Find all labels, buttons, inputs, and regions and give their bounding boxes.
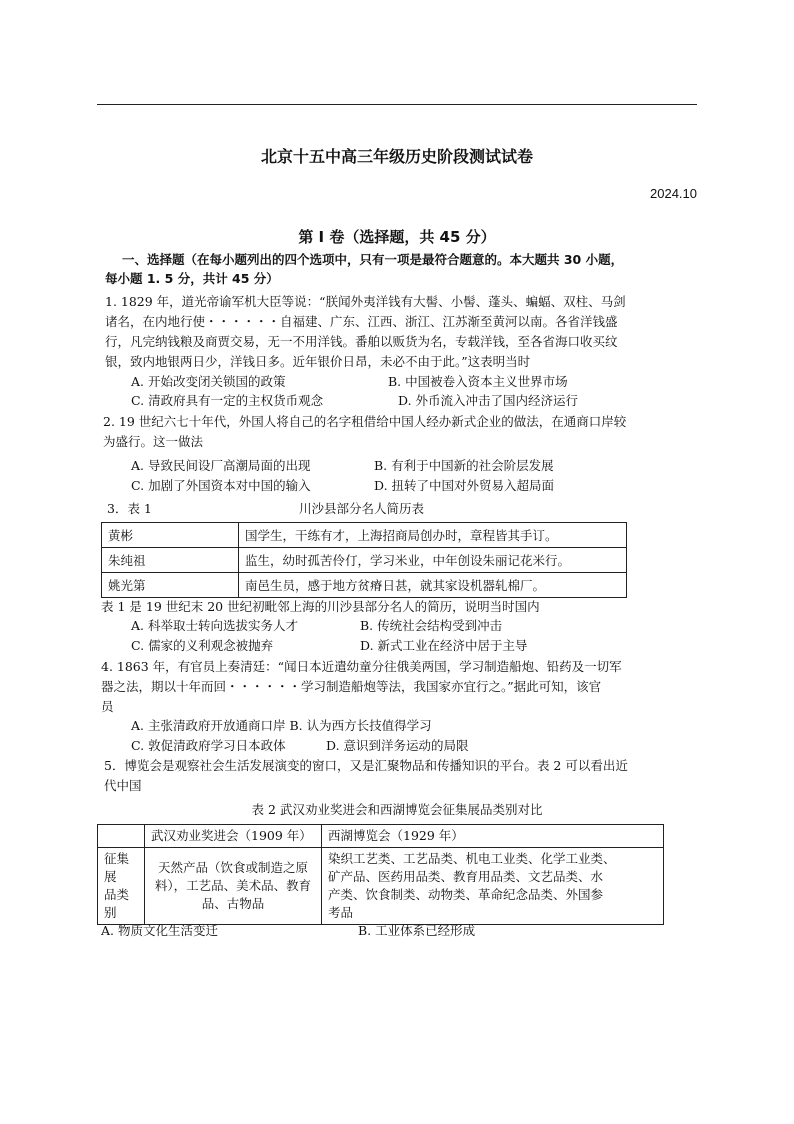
table-header-col1: 武汉劝业奖进会（1909 年）	[145, 825, 322, 848]
section-instructions-line1: 一、选择题（在每小题列出的四个选项中，只有一项是最符合题意的。本大题共 30 小题，	[122, 252, 624, 267]
q5-expo-table	[97, 824, 664, 925]
q2-line: 为盛行。这一做法	[103, 434, 204, 449]
q4-option-c: C. 敦促清政府学习日本政体	[131, 738, 286, 753]
q3-bio-table	[101, 522, 627, 598]
q4-option-d: D. 意识到洋务运动的局限	[326, 738, 469, 753]
table-cell-bio: 南邑生员，感于地方贫瘠日甚，就其家设机器轧棉厂。	[239, 573, 627, 598]
q4-line: 器之法，期以十年而回・・・・・・学习制造船炮等法，我国家亦宜行之。”据此可知，该官	[101, 679, 602, 694]
q3-table-title: 川沙县部分名人简历表	[299, 501, 425, 516]
q2-option-d: D. 扭转了中国对外贸易入超局面	[374, 478, 555, 493]
exam-date: 2024.10	[650, 186, 697, 201]
cell-line: 料），工艺品、美术品、教育	[154, 878, 312, 893]
q5-table-title: 表 2 武汉劝业奖进会和西湖博览会征集展品类别对比	[251, 802, 543, 817]
cell-line: 考品	[328, 905, 354, 920]
header-rule	[97, 104, 697, 105]
table-cell-empty	[98, 825, 145, 848]
table-row	[102, 548, 627, 573]
q3-option-b: B. 传统社会结构受到冲击	[360, 618, 503, 633]
q1-line: 诸名，在内地行使・・・・・・自福建、广东、江西、浙江、江苏渐至黄河以南。各省洋钱盛	[105, 314, 618, 329]
q2-line: 2. 19 世纪六七十年代，外国人将自己的名字租借给中国人经办新式企业的做法，在通商口岸较	[103, 414, 627, 429]
table-cell-name: 黄彬	[102, 523, 239, 548]
cell-line: 矿产品、医药用品类、教育用品类、文艺品类、水	[328, 869, 604, 884]
q4-line: 员	[101, 699, 114, 714]
q5-line: 代中国	[104, 778, 142, 793]
q1-option-a: A. 开始改变闭关锁国的政策	[131, 374, 286, 389]
table-row	[98, 825, 664, 848]
q5-option-a: A. 物质文化生活变迁	[101, 923, 218, 938]
q1-line: 银，致内地银两日少，洋钱日多。近年银价日昂，未必不由于此。”这表明当时	[105, 354, 531, 369]
section-instructions-line2: 每小题 1. 5 分，共计 45 分）	[105, 271, 279, 286]
cell-line: 产类、饮食制类、动物类、革命纪念品类、外国参	[328, 887, 604, 902]
table-row	[102, 573, 627, 598]
q1-line: 行，凡完纳钱粮及商贾交易，无一不用洋钱。番舶以贩货为名，专载洋钱，至各省海口收买纹	[105, 334, 618, 349]
table-cell-wuhan	[145, 848, 322, 925]
q3-label: 3．表 1	[107, 501, 152, 516]
q2-option-a: A. 导致民间设厂高潮局面的出现	[131, 458, 311, 473]
q3-option-a: A. 科举取士转向选拔实务人才	[131, 618, 298, 633]
q5-option-b: B. 工业体系已经形成	[358, 923, 476, 938]
table-cell-bio: 监生，幼时孤苦伶仃，学习米业，中年创设朱丽记花米行。	[239, 548, 627, 573]
table-cell-name: 朱纯祖	[102, 548, 239, 573]
exam-title: 北京十五中高三年级历史阶段测试试卷	[260, 147, 533, 166]
part-heading: 第 I 卷（选择题，共 45 分）	[298, 228, 496, 246]
q3-stem: 表 1 是 19 世纪末 20 世纪初毗邻上海的川沙县部分名人的简历，说明当时国内	[101, 599, 540, 614]
table-row	[98, 848, 664, 925]
table-header-col2: 西湖博览会（1929 年）	[322, 825, 664, 848]
row-label-line: 品类别	[104, 887, 130, 920]
q1-option-b: B. 中国被卷入资本主义世界市场	[388, 374, 568, 389]
q1-option-c: C. 清政府具有一定的主权货币观念	[131, 393, 324, 408]
cell-line: 品、古物品	[201, 896, 265, 911]
table-row	[102, 523, 627, 548]
q5-line: 5．博览会是观察社会生活发展演变的窗口，又是汇聚物品和传播知识的平台。表 2 可以看出近	[104, 758, 628, 773]
q2-option-b: B. 有利于中国新的社会阶层发展	[374, 458, 554, 473]
cell-line: 天然产品（饮食或制造之原	[157, 860, 308, 875]
q4-option-a-b: A. 主张清政府开放通商口岸 B. 认为西方长技值得学习	[131, 718, 432, 733]
q4-line: 4. 1863 年，有官员上奏清廷：“闻日本近遣幼童分往俄美两国，学习制造船炮、铅药及一切军	[101, 659, 622, 674]
cell-line: 染织工艺类、工艺品类、机电工业类、化学工业类、	[328, 851, 616, 866]
q1-option-d: D. 外币流入冲击了国内经济运行	[398, 393, 579, 408]
table-cell-name: 姚光第	[102, 573, 239, 598]
row-label-line: 征集展	[104, 851, 130, 884]
table-cell-xihu	[322, 848, 664, 925]
table-row-label	[98, 848, 145, 925]
q2-option-c: C. 加剧了外国资本对中国的输入	[131, 478, 311, 493]
table-cell-bio: 国学生，干练有才，上海招商局创办时，章程皆其手订。	[239, 523, 627, 548]
q1-line: 1. 1829 年，道光帝谕军机大臣等说：“朕闻外夷洋钱有大髻、小髻、蓬头、蝙蝠、双柱、马剑	[105, 294, 626, 309]
q3-option-d: D. 新式工业在经济中居于主导	[360, 638, 528, 653]
q3-option-c: C. 儒家的义利观念被抛弃	[131, 638, 274, 653]
